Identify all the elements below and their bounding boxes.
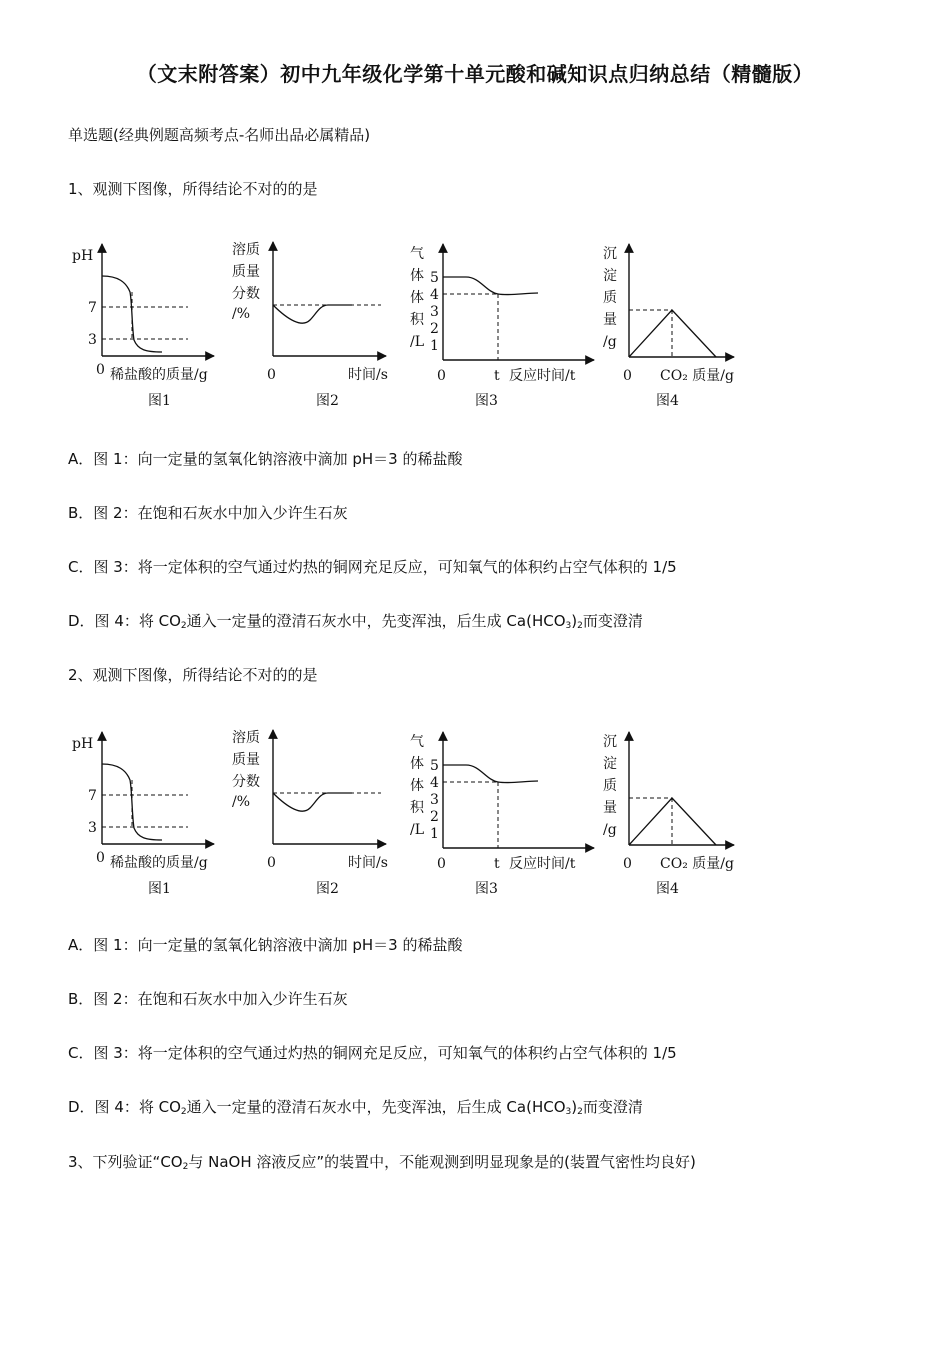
q1-d-sub1: 2 (180, 621, 187, 631)
g1-xlabel: 稀盐酸的质量/g (110, 367, 208, 383)
g3-ylabel-1: 气 (410, 734, 424, 750)
g3-ylabel-4: 积 (410, 800, 424, 816)
g4-ylabel-1: 沉 (603, 734, 617, 750)
g3-ylabel-2: 体 (410, 268, 424, 284)
g2-ylabel-3: 分数 (232, 774, 260, 790)
g3-tick-5: 5 (430, 758, 439, 774)
g1-ylabel: pH (72, 248, 94, 264)
q1-d-mid: 通入一定量的澄清石灰水中，先变浑浊，后生成 Ca(HCO (186, 612, 566, 630)
g4-caption: 图4 (656, 393, 679, 409)
g3-tick-5: 5 (430, 270, 439, 286)
g2-caption: 图2 (316, 393, 339, 409)
g3-tick-1: 1 (430, 826, 439, 842)
g2-caption: 图2 (316, 881, 339, 897)
g1-ylabel: pH (72, 736, 94, 752)
q3-stem-post: 与 NaOH 溶液反应”的装置中，不能观测到明显现象是的(装置气密性均良好) (188, 1153, 696, 1171)
question-1-stem: 1、观测下图像，所得结论不对的的是 (68, 180, 318, 198)
q1-d-sub3: 2 (577, 621, 583, 631)
question-3-stem (68, 1151, 696, 1172)
graph-1 (72, 732, 214, 897)
g2-ylabel-2: 质量 (232, 264, 260, 280)
g4-ylabel-2: 淀 (603, 268, 617, 284)
g3-xlabel: 反应时间/t (509, 856, 576, 872)
question-2-stem: 2、观测下图像，所得结论不对的的是 (68, 666, 318, 684)
q1-d-close: ) (571, 612, 578, 630)
graph-2 (232, 729, 388, 897)
question-1-figure (66, 232, 756, 412)
q3-stem-sub: 2 (182, 1162, 189, 1172)
g4-ylabel-5: /g (603, 334, 617, 350)
g4-ylabel-3: 质 (603, 778, 617, 794)
q2-d-mid: 通入一定量的澄清石灰水中，先变浑浊，后生成 Ca(HCO (186, 1098, 566, 1116)
page-title: （文末附答案）初中九年级化学第十单元酸和碱知识点归纳总结（精髓版） (136, 62, 814, 86)
g1-tick-3: 3 (88, 332, 97, 348)
g3-ylabel-5: /L (410, 822, 425, 838)
graph-4 (603, 732, 734, 897)
question-1-option-a: A．图 1：向一定量的氢氧化钠溶液中滴加 pH＝3 的稀盐酸 (68, 450, 463, 468)
g3-ylabel-3: 体 (410, 290, 424, 306)
q2-d-post: 而变澄清 (582, 1098, 643, 1116)
q1-d-post: 而变澄清 (582, 612, 643, 630)
g1-xlabel: 稀盐酸的质量/g (110, 855, 208, 871)
g4-ylabel-4: 量 (603, 800, 617, 816)
g3-ylabel-1: 气 (410, 246, 424, 262)
g3-ylabel-3: 体 (410, 778, 424, 794)
g4-ylabel-3: 质 (603, 290, 617, 306)
g2-origin: 0 (267, 367, 276, 383)
g3-tick-4: 4 (430, 775, 439, 791)
q1-d-sub2: 3 (565, 621, 572, 631)
graph-4 (603, 244, 734, 409)
g3-tick-t: t (494, 368, 500, 384)
figure-graphs (66, 232, 756, 412)
g2-ylabel-2: 质量 (232, 752, 260, 768)
question-1-option-c: C．图 3：将一定体积的空气通过灼热的铜网充足反应，可知氧气的体积约占空气体积的 1/5 (68, 558, 677, 576)
g3-tick-t: t (494, 856, 500, 872)
q2-d-pre: D．图 4：将 CO (68, 1098, 181, 1116)
graph-3 (410, 732, 594, 897)
q2-d-sub3: 2 (577, 1107, 583, 1117)
section-heading: 单选题(经典例题高频考点-名师出品必属精品) (68, 126, 371, 144)
g2-origin: 0 (267, 855, 276, 871)
g3-tick-3: 3 (430, 304, 439, 320)
g3-tick-4: 4 (430, 287, 439, 303)
g3-origin: 0 (437, 368, 446, 384)
g2-xlabel: 时间/s (348, 855, 388, 871)
q2-d-sub2: 3 (565, 1107, 572, 1117)
graph-1 (72, 244, 214, 409)
g4-xlabel: CO₂ 质量/g (660, 368, 734, 384)
figure-graphs (66, 720, 756, 900)
question-1-option-d (68, 610, 643, 631)
g4-origin: 0 (623, 856, 632, 872)
g1-caption: 图1 (148, 393, 171, 409)
graph-2 (232, 241, 388, 409)
question-2-option-b: B．图 2：在饱和石灰水中加入少许生石灰 (68, 990, 348, 1008)
g3-tick-3: 3 (430, 792, 439, 808)
g3-tick-1: 1 (430, 338, 439, 354)
q3-stem-pre: 3、下列验证“CO (68, 1153, 183, 1171)
q1-d-pre: D．图 4：将 CO (68, 612, 181, 630)
g3-caption: 图3 (475, 881, 498, 897)
g1-origin: 0 (96, 850, 105, 866)
g4-ylabel-4: 量 (603, 312, 617, 328)
g4-ylabel-5: /g (603, 822, 617, 838)
g3-ylabel-5: /L (410, 334, 425, 350)
g2-ylabel-1: 溶质 (232, 730, 260, 746)
g1-origin: 0 (96, 362, 105, 378)
g4-ylabel-2: 淀 (603, 756, 617, 772)
g1-caption: 图1 (148, 881, 171, 897)
g4-origin: 0 (623, 368, 632, 384)
g2-ylabel-3: 分数 (232, 286, 260, 302)
g2-ylabel-4: /% (232, 306, 251, 322)
question-2-option-c: C．图 3：将一定体积的空气通过灼热的铜网充足反应，可知氧气的体积约占空气体积的 1/5 (68, 1044, 677, 1062)
q2-d-close: ) (571, 1098, 578, 1116)
g1-tick-7: 7 (88, 788, 97, 804)
g3-origin: 0 (437, 856, 446, 872)
question-2-option-a: A．图 1：向一定量的氢氧化钠溶液中滴加 pH＝3 的稀盐酸 (68, 936, 463, 954)
question-1-option-b: B．图 2：在饱和石灰水中加入少许生石灰 (68, 504, 348, 522)
g3-caption: 图3 (475, 393, 498, 409)
g3-ylabel-2: 体 (410, 756, 424, 772)
question-2-option-d (68, 1096, 643, 1117)
g1-tick-7: 7 (88, 300, 97, 316)
g1-tick-3: 3 (88, 820, 97, 836)
g4-ylabel-1: 沉 (603, 246, 617, 262)
g4-xlabel: CO₂ 质量/g (660, 856, 734, 872)
g3-tick-2: 2 (430, 809, 439, 825)
graph-3 (410, 244, 594, 409)
g3-xlabel: 反应时间/t (509, 368, 576, 384)
g2-ylabel-4: /% (232, 794, 251, 810)
g3-tick-2: 2 (430, 321, 439, 337)
g4-caption: 图4 (656, 881, 679, 897)
g2-xlabel: 时间/s (348, 367, 388, 383)
g3-ylabel-4: 积 (410, 312, 424, 328)
q2-d-sub1: 2 (180, 1107, 187, 1117)
question-2-figure (66, 720, 756, 900)
g2-ylabel-1: 溶质 (232, 242, 260, 258)
